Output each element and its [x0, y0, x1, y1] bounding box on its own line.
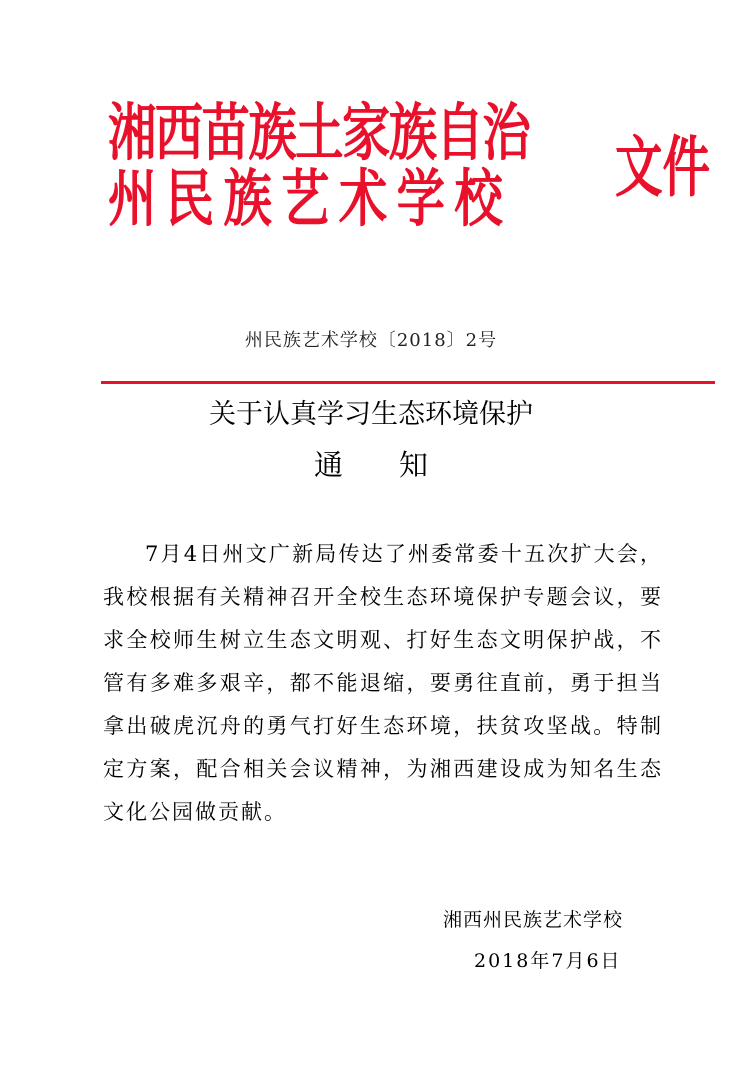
document-type-label: 文件 [615, 128, 711, 206]
document-number: 州民族艺术学校〔2018〕2号 [244, 330, 498, 351]
document-header [108, 96, 711, 250]
organization-name-line-2: 州民族艺术学校 [108, 162, 513, 235]
document-title: 关于认真学习生态环境保护 [209, 399, 533, 430]
document-body [103, 533, 663, 834]
organization-name-line-1: 湘西苗族土家族自治 [108, 96, 530, 169]
document-subtitle: 通知 [313, 448, 484, 482]
signature-organization: 湘西州民族艺术学校 [443, 909, 624, 931]
red-separator-line [101, 381, 715, 384]
body-paragraph: 7月4日州文广新局传达了州委常委十五次扩大会，我校根据有关精神召开全校生态环境保护专题会议，要求全校师生树立生态文明观、打好生态文明保护战，不管有多难多艰辛，都不能退缩，要勇往直前，勇于担当拿出破虎沉舟的勇气打好生态环境，扶贫攻坚战。特制定方案，配合相关会议精神，为湘西建设成为知名生态文化公园做贡献。 [103, 542, 663, 824]
signature-date: 2018年7月6日 [474, 950, 622, 972]
issuing-organization [108, 96, 530, 235]
